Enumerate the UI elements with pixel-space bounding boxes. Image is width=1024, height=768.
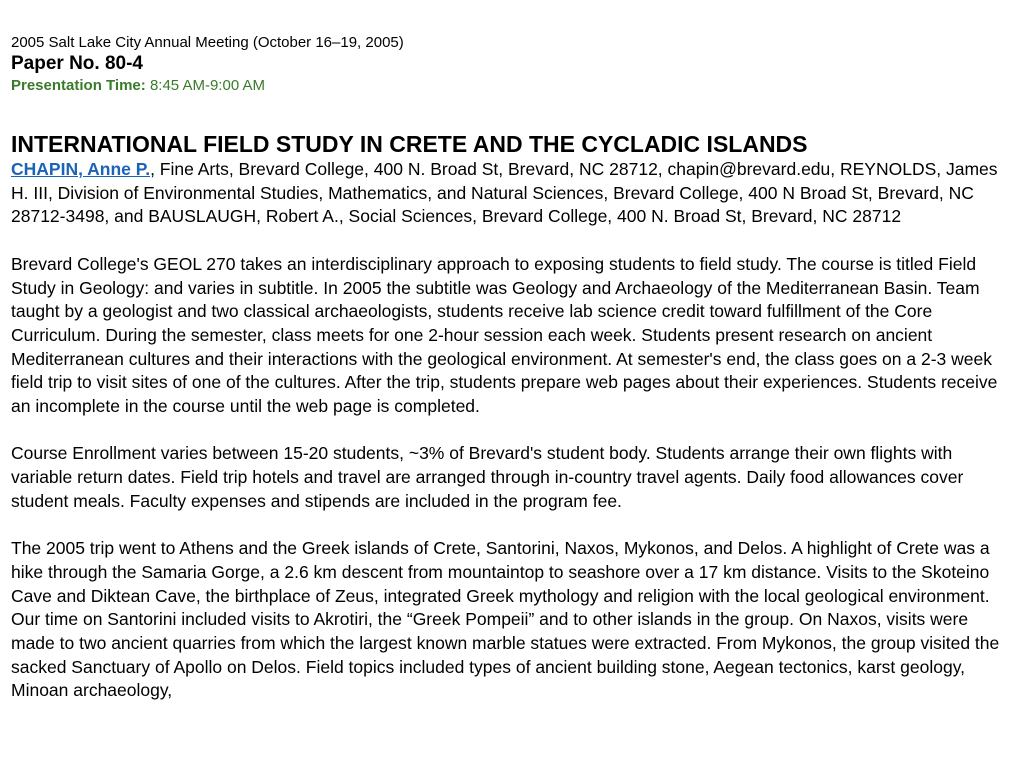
presentation-time-label: Presentation Time: bbox=[11, 77, 146, 94]
presentation-time-line bbox=[11, 76, 1014, 96]
meeting-line: 2005 Salt Lake City Annual Meeting (October 16–19, 2005) bbox=[11, 34, 404, 51]
author-list bbox=[11, 158, 1014, 229]
abstract-paragraph-2: Course Enrollment varies between 15-20 students, ~3% of Brevard's student body. Students arrange their own flights with variable return dates. Field trip hotels and travel are arranged through in-country travel agents. Daily food allowances cover student meals. Faculty expenses and stipends are included in the program fee. bbox=[11, 443, 964, 511]
author-affiliations: , Fine Arts, Brevard College, 400 N. Broad St, Brevard, NC 28712, chapin@brevard.edu, REYNOLDS, James H. III, Division of Environmental Studies, Mathematics, and Natural Sciences, Brevard College, 400 N Broad St, Brevard, NC 28712-3498, and BAUSLAUGH, Robert A., Social Sciences, Brevard College, 400 N. Broad St, Brevard, NC 28712 bbox=[11, 159, 998, 227]
paper-number: Paper No. 80-4 bbox=[11, 53, 143, 74]
lead-author-link[interactable]: CHAPIN, Anne P. bbox=[11, 159, 151, 179]
abstract-paragraph-1: Brevard College's GEOL 270 takes an interdisciplinary approach to exposing students to field study. The course is titled Field Study in Geology: and varies in subtitle. In 2005 the subtitle was Geology and Archaeology of the Mediterranean Basin. Team taught by a geologist and two classical archaeologists, students receive lab science credit toward fulfillment of the Core Curriculum. During the semester, class meets for one 2-hour session each week. Students present research on ancient Mediterranean cultures and their interactions with the geological environment. At semester's end, the class goes on a 2-3 week field trip to visit sites of one of the cultures. After the trip, students prepare web pages about their experiences. Students receive an incomplete in the course until the web page is completed. bbox=[11, 253, 998, 417]
abstract-title: INTERNATIONAL FIELD STUDY IN CRETE AND THE CYCLADIC ISLANDS bbox=[11, 131, 808, 157]
abstract-paragraph-3: The 2005 trip went to Athens and the Greek islands of Crete, Santorini, Naxos, Mykonos, and Delos. A highlight of Crete was a hike through the Samaria Gorge, a 2.6 km descent from mountaintop to seashore over a 17 km distance. Visits to the Skoteino Cave and Diktean Cave, the birthplace of Zeus, integrated Greek mythology and religion with the local geological environment. Our time on Santorini included visits to Akrotiri, the “Greek Pompeii” and to other islands in the group. On Naxos, visits were made to two ancient quarries from which the largest known marble statues were extracted. From Mykonos, the group visited the sacked Sanctuary of Apollo on Delos. Field topics included types of ancient building stone, Aegean tectonics, karst geology, Minoan archaeology, bbox=[11, 538, 1000, 701]
presentation-time-value: 8:45 AM-9:00 AM bbox=[149, 77, 266, 94]
